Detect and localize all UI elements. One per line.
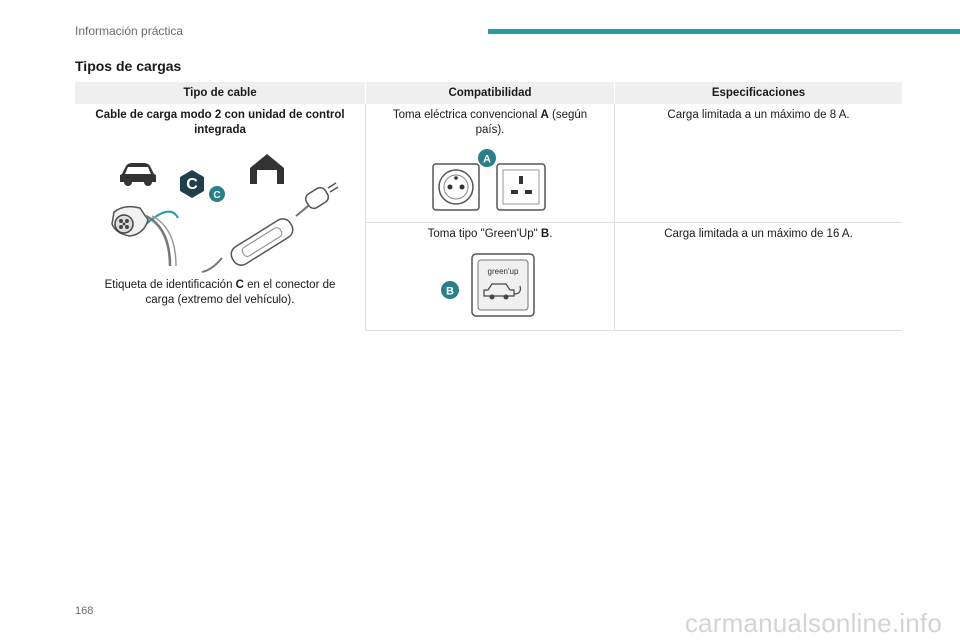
compatibility-cell-b — [366, 223, 615, 331]
cable-title: Cable de carga modo 2 con unidad de control integrada — [95, 109, 345, 136]
column-header-compatibility: Compatibilidad — [366, 82, 615, 104]
socket-uk-icon — [497, 164, 545, 210]
compatibility-text-b: Toma tipo "Green'Up" B. — [427, 228, 553, 240]
charging-cable-illustration — [100, 146, 340, 274]
car-icon — [120, 163, 156, 186]
label-c-hexagon-letter: C — [186, 176, 198, 193]
cable-line — [146, 216, 170, 266]
cable-caption: Etiqueta de identificación C en el conector de carga (extremo del vehículo). — [104, 279, 336, 306]
wall-plug — [303, 183, 338, 211]
ev-connector — [112, 207, 148, 236]
table-header-row — [75, 82, 902, 104]
greenup-socket-illustration — [440, 250, 540, 320]
label-b-letter: B — [446, 285, 454, 298]
compatibility-cell-a — [366, 104, 615, 223]
spec-cell-b: Carga limitada a un máximo de 16 A. — [615, 223, 903, 331]
spec-cell-a: Carga limitada a un máximo de 8 A. — [615, 104, 903, 223]
greenup-logo-text: green'up — [487, 267, 519, 276]
page-title: Tipos de cargas — [75, 58, 182, 74]
conventional-sockets-illustration — [425, 146, 555, 212]
label-c-badge-letter: C — [213, 190, 221, 201]
house-icon — [250, 154, 284, 184]
cable-type-cell — [75, 104, 366, 331]
compatibility-text-a: Toma eléctrica convencional A (según país). — [392, 109, 588, 136]
page-number: 168 — [75, 605, 94, 617]
watermark: carmanualsonline.info — [684, 608, 942, 638]
charging-types-table — [75, 82, 902, 331]
column-header-specifications: Especificaciones — [615, 82, 903, 104]
control-box — [228, 216, 296, 269]
header-accent-bar — [488, 29, 960, 34]
section-header: Información práctica — [75, 24, 184, 38]
table-row — [75, 104, 902, 223]
column-header-cable-type: Tipo de cable — [75, 82, 366, 104]
greenup-socket-icon — [472, 254, 534, 316]
socket-french-icon — [433, 164, 479, 210]
label-a-letter: A — [483, 153, 491, 166]
